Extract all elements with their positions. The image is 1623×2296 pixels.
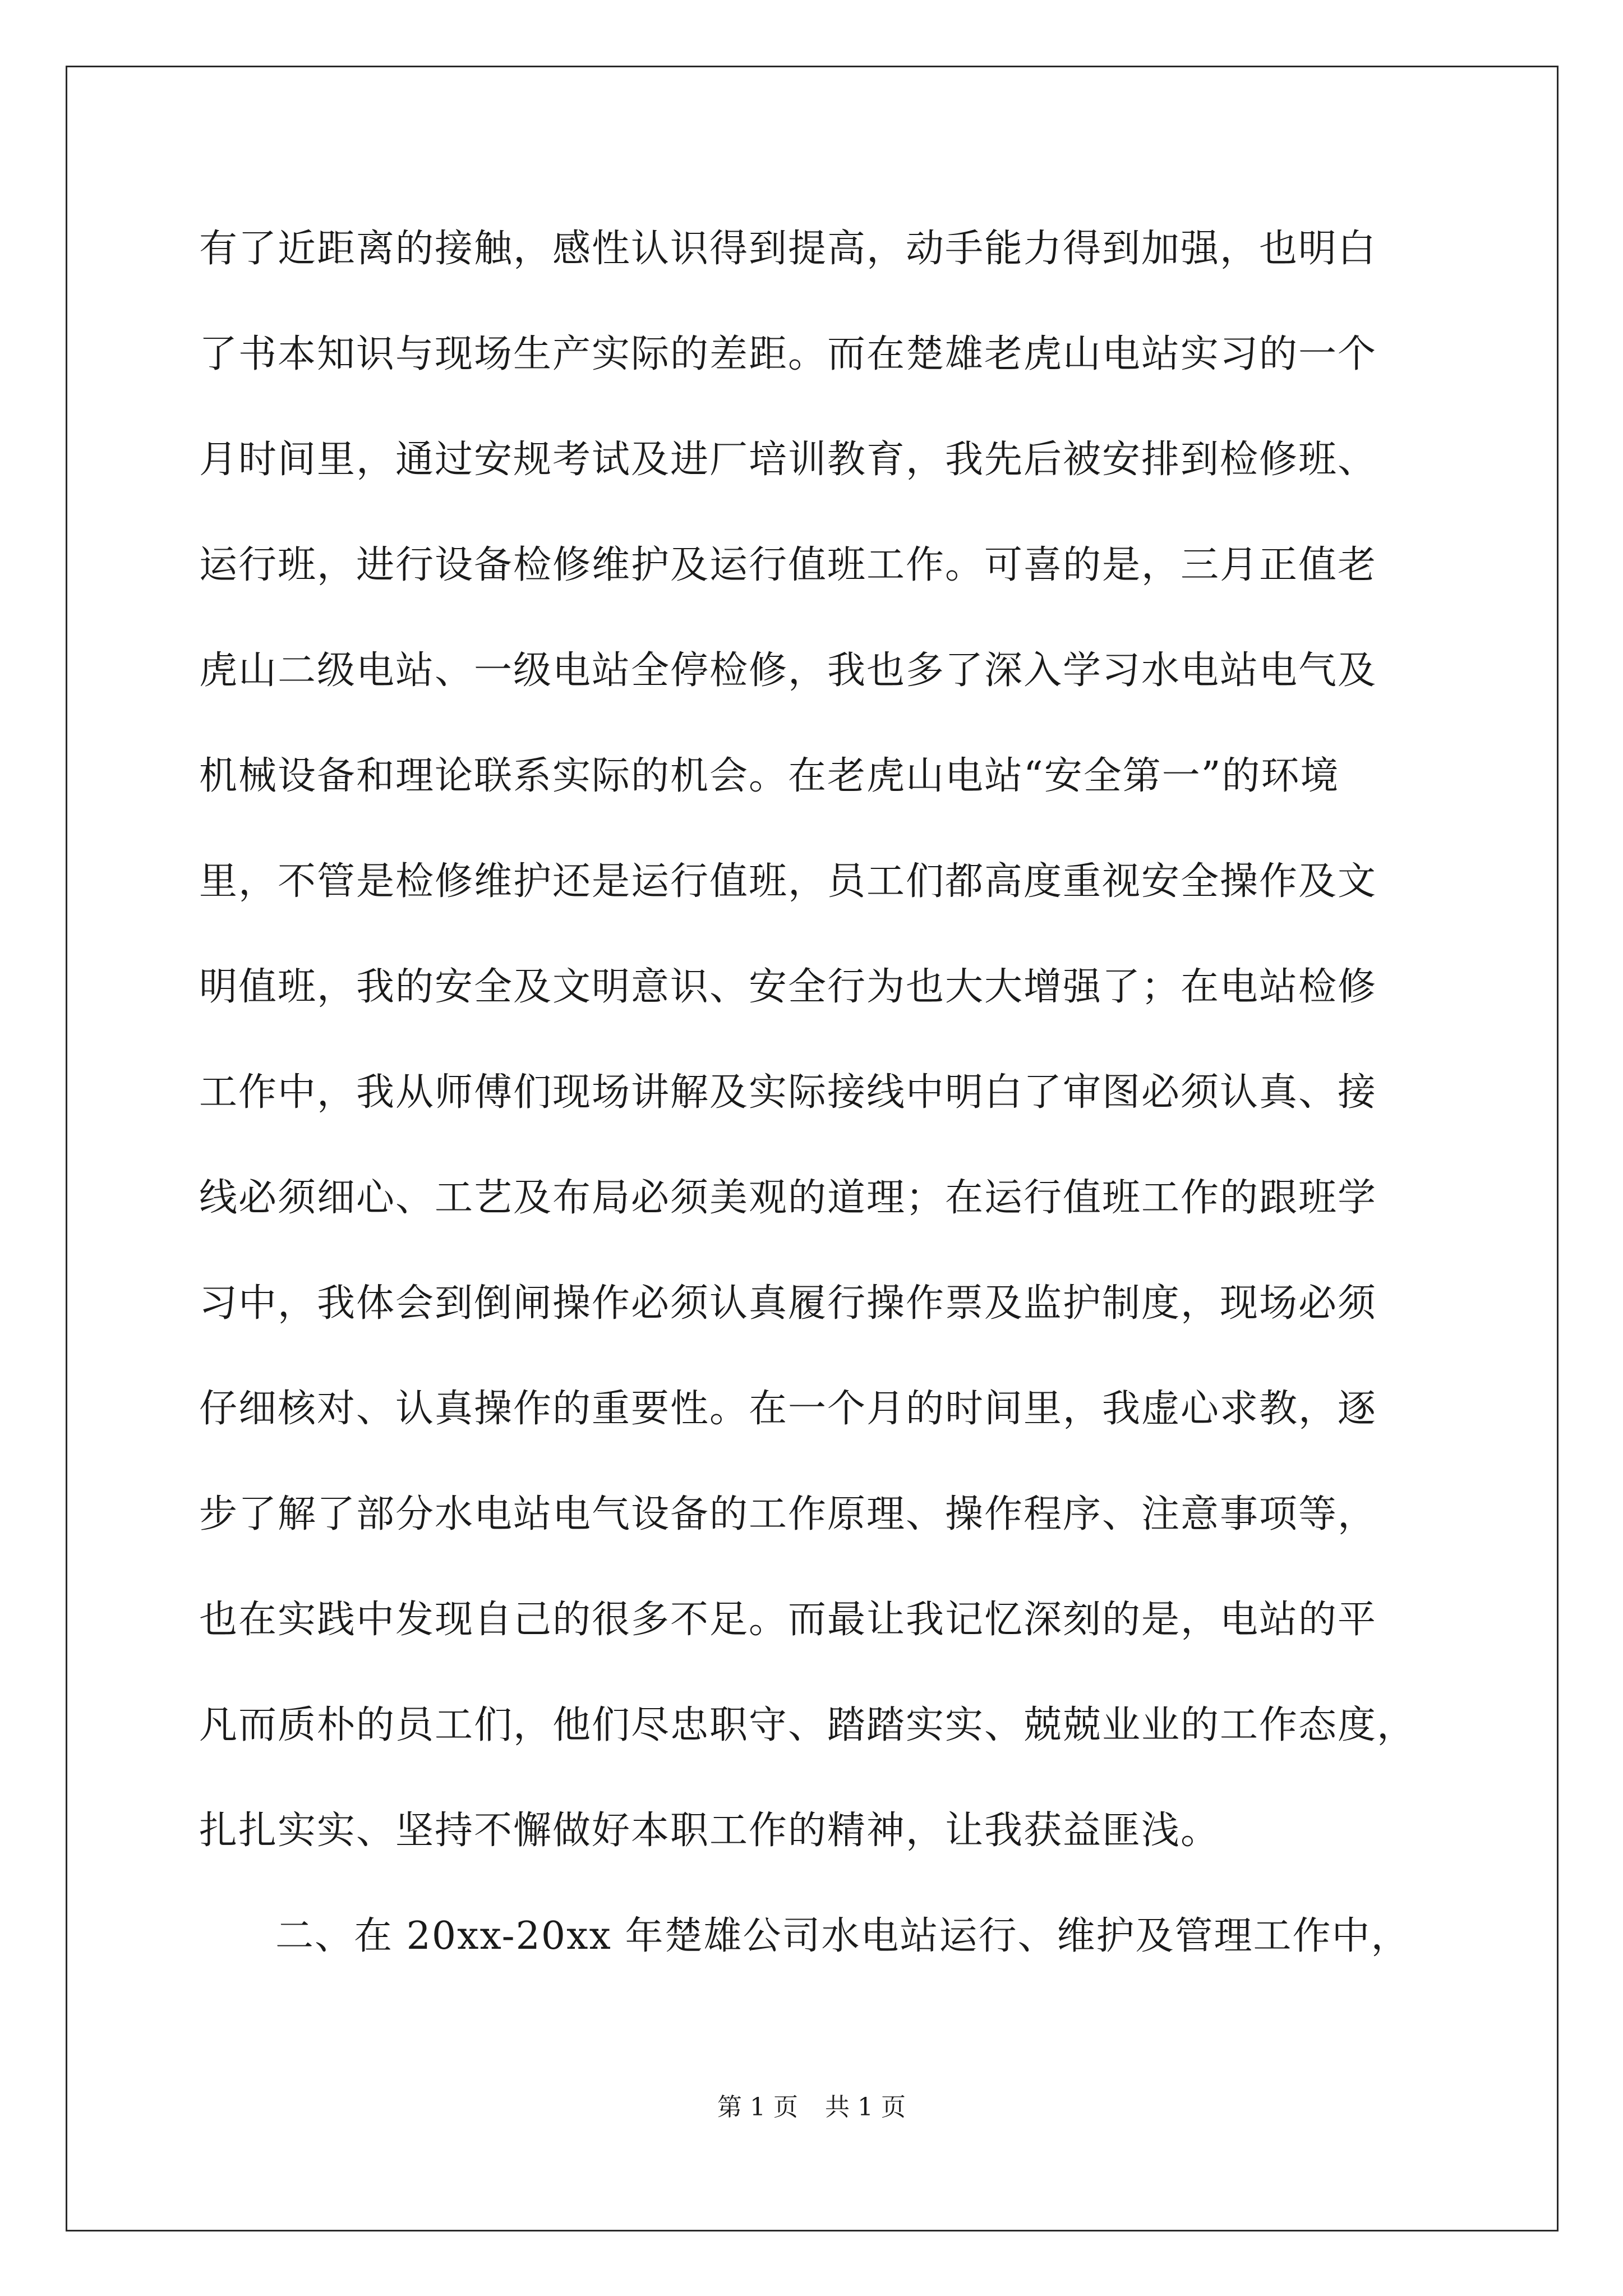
text-line: 明值班，我的安全及文明意识、安全行为也大大增强了；在电站检修 [199,965,1377,1009]
text-line: 了书本知识与现场生产实际的差距。而在楚雄老虎山电站实习的一个 [199,332,1377,376]
text-line: 也在实践中发现自己的很多不足。而最让我记忆深刻的是，电站的平 [199,1598,1377,1642]
text-line: 习中，我体会到倒闸操作必须认真履行操作票及监护制度，现场必须 [199,1281,1377,1326]
text-line: 线必须细心、工艺及布局必须美观的道理；在运行值班工作的跟班学 [199,1176,1377,1220]
text-line: 仔细核对、认真操作的重要性。在一个月的时间里，我虚心求教，逐 [199,1387,1377,1431]
document-body [199,196,1433,1989]
section-heading-line: 二、在 20xx-20xx 年楚雄公司水电站运行、维护及管理工作中， [275,1914,1410,1958]
text-line: 有了近距离的接触，感性认识得到提高，动手能力得到加强，也明白 [199,227,1377,271]
text-line: 虎山二级电站、一级电站全停检修，我也多了深入学习水电站电气及 [199,648,1377,693]
page-number: 第 1 页 [717,2093,798,2122]
text-line: 步了解了部分水电站电气设备的工作原理、操作程序、注意事项等， [199,1492,1377,1536]
page-total: 共 1 页 [825,2093,906,2122]
text-line: 里，不管是检修维护还是运行值班，员工们都高度重视安全操作及文 [199,859,1377,904]
text-line: 凡而质朴的员工们，他们尽忠职守、踏踏实实、兢兢业业的工作态度， [199,1703,1417,1747]
page-footer [0,2087,1623,2123]
text-line: 机械设备和理论联系实际的机会。在老虎山电站“安全第一”的环境 [199,754,1340,798]
text-line: 月时间里，通过安规考试及进厂培训教育，我先后被安排到检修班、 [199,438,1377,482]
text-line: 扎扎实实、坚持不懈做好本职工作的精神，让我获益匪浅。 [199,1809,1220,1853]
text-line: 运行班，进行设备检修维护及运行值班工作。可喜的是，三月正值老 [199,543,1377,587]
text-line: 工作中，我从师傅们现场讲解及实际接线中明白了审图必须认真、接 [199,1070,1377,1115]
